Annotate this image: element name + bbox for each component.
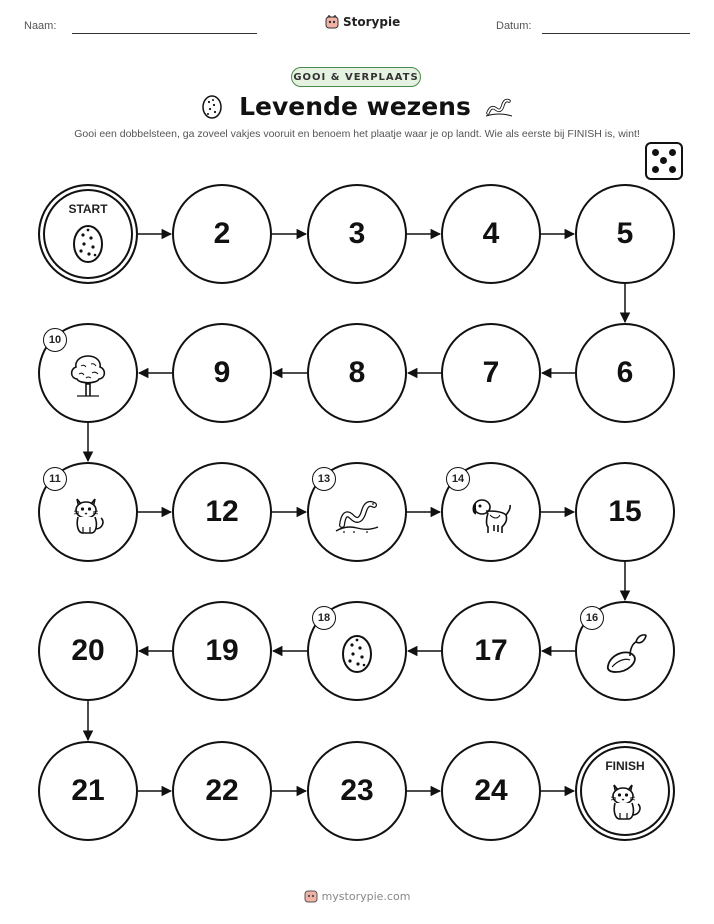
space-number: 6 — [616, 356, 634, 389]
space-number: 24 — [474, 774, 508, 807]
board-space[interactable] — [172, 323, 272, 423]
instructions: Gooi een dobbelsteen, ga zoveel vakjes vooruit en benoem het plaatje waar je op landt. Wie als eerste bij FINISH is, wint! — [74, 128, 640, 140]
space-number: 21 — [71, 774, 105, 807]
egg-icon — [334, 630, 380, 680]
space-number-badge: 11 — [43, 467, 67, 491]
space-number: 8 — [348, 356, 366, 389]
space-number: 17 — [474, 634, 508, 667]
board-space-picture[interactable] — [441, 462, 541, 562]
board-space-picture[interactable] — [307, 462, 407, 562]
board-space[interactable] — [307, 184, 407, 284]
finish-label: FINISH — [605, 759, 645, 773]
space-number: 19 — [205, 634, 239, 667]
space-number-badge: 14 — [446, 467, 470, 491]
footer-site[interactable]: mystorypie.com — [321, 889, 411, 903]
footer — [0, 889, 714, 903]
space-number: 12 — [205, 495, 239, 528]
worm-icon — [334, 491, 380, 541]
date-label: Datum: — [496, 20, 532, 32]
egg-icon — [65, 220, 111, 270]
space-number-badge: 13 — [312, 467, 336, 491]
space-number: 4 — [482, 217, 500, 250]
space-number: 3 — [348, 217, 366, 250]
dog-icon — [468, 491, 514, 541]
space-number-badge: 10 — [43, 328, 67, 352]
board-space-picture[interactable] — [575, 601, 675, 701]
board-space[interactable] — [441, 741, 541, 841]
board-space[interactable] — [575, 462, 675, 562]
seed-icon — [602, 630, 648, 680]
space-number-badge: 18 — [312, 606, 336, 630]
board-space[interactable] — [575, 184, 675, 284]
tree-icon — [65, 352, 111, 402]
name-label: Naam: — [24, 20, 57, 32]
space-number: 23 — [340, 774, 374, 807]
board-space[interactable] — [575, 323, 675, 423]
space-number: 15 — [608, 495, 642, 528]
storypie-logo-icon — [304, 889, 318, 903]
brand-name: Storypie — [343, 15, 401, 29]
board-space[interactable] — [172, 741, 272, 841]
start-space[interactable] — [38, 184, 138, 284]
board-space-picture[interactable] — [38, 462, 138, 562]
cat-icon — [602, 777, 648, 827]
board-space[interactable] — [441, 323, 541, 423]
space-number: 7 — [482, 356, 500, 389]
cat-icon — [65, 491, 111, 541]
game-type-badge: GOOI & VERPLAATS — [291, 67, 421, 87]
board-space[interactable] — [172, 601, 272, 701]
space-number: 2 — [213, 217, 231, 250]
title-text: Levende wezens — [239, 92, 471, 121]
board-space[interactable] — [307, 741, 407, 841]
space-number-badge: 16 — [580, 606, 604, 630]
board-space-picture[interactable] — [307, 601, 407, 701]
board-space-picture[interactable] — [38, 323, 138, 423]
board-space[interactable] — [441, 184, 541, 284]
finish-space[interactable] — [575, 741, 675, 841]
board-space[interactable] — [38, 741, 138, 841]
board-space[interactable] — [172, 462, 272, 562]
start-label: START — [68, 202, 108, 216]
board-space[interactable] — [307, 323, 407, 423]
board-space[interactable] — [172, 184, 272, 284]
space-number: 9 — [213, 356, 231, 389]
board-space[interactable] — [441, 601, 541, 701]
space-number: 5 — [616, 217, 634, 250]
board-space[interactable] — [38, 601, 138, 701]
space-number: 22 — [205, 774, 239, 807]
space-number: 20 — [71, 634, 105, 667]
